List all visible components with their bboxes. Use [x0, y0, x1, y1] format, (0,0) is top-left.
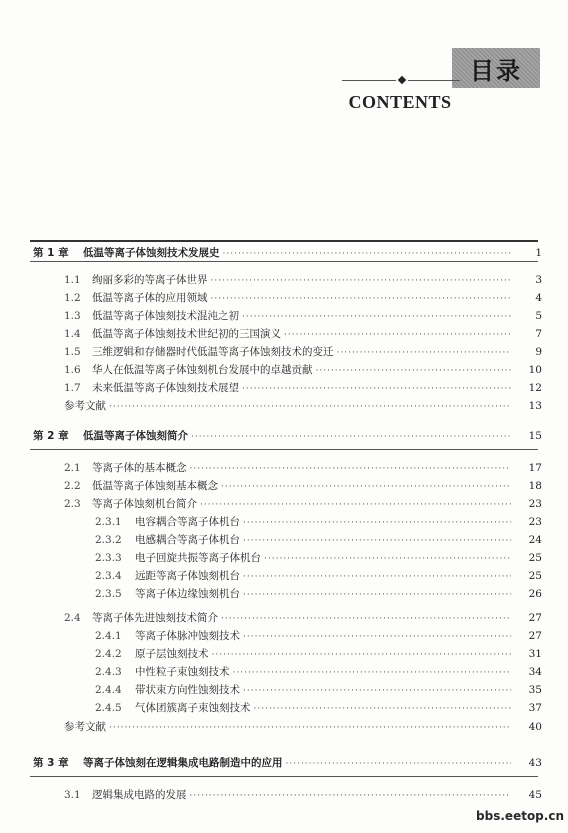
dot-leader [243, 590, 511, 600]
dot-leader [190, 791, 512, 801]
chapter-rule [30, 261, 538, 262]
toc-page-number: 23 [528, 498, 542, 510]
toc-page-number: 35 [528, 684, 542, 696]
toc-entry-title: 参考文献 [64, 400, 106, 412]
dot-leader [316, 366, 512, 376]
toc-entry-title: 绚丽多彩的等离子体世界 [92, 274, 208, 286]
toc-page-number: 17 [528, 462, 542, 474]
toc-entry-title: 低温等离子体蚀刻技术发展史 [83, 247, 220, 259]
chapter-rule [30, 776, 538, 777]
toc-section-row[interactable] [0, 586, 568, 604]
toc-entry-title: 等离子体脉冲蚀刻技术 [135, 630, 240, 642]
title-divider-left [342, 80, 396, 81]
toc-entry-title: 等离子体先进蚀刻技术简介 [92, 612, 218, 624]
toc-entry-number: 2.4.5 [95, 702, 122, 714]
toc-entry-title: 等离子体边缘蚀刻机台 [135, 588, 240, 600]
dot-leader [221, 482, 511, 492]
toc-section-row[interactable] [0, 550, 568, 568]
toc-entry-number: 第 1 章 [33, 247, 69, 259]
toc-entry-title: 中性粒子束蚀刻技术 [135, 666, 230, 678]
toc-section-row[interactable] [0, 272, 568, 290]
toc-entry-number: 2.4.4 [95, 684, 122, 696]
watermark: bbs.eetop.cn [476, 809, 564, 823]
toc-page-number: 4 [535, 292, 542, 304]
toc-page-number: 12 [528, 382, 542, 394]
toc-entry-number: 1.6 [64, 364, 81, 376]
toc-entry-title: 等离子体蚀刻在逻辑集成电路制造中的应用 [83, 757, 283, 769]
toc-entry-number: 2.4.3 [95, 666, 122, 678]
dot-leader [200, 500, 511, 510]
dot-leader [243, 632, 511, 642]
toc-entry-title: 带状束方向性蚀刻技术 [135, 684, 240, 696]
toc-section-row[interactable] [0, 610, 568, 628]
toc-entry-number: 1.3 [64, 310, 81, 322]
toc-page-number: 40 [528, 721, 542, 733]
toc-entry-number: 2.1 [64, 462, 81, 474]
toc-page-number: 15 [528, 430, 542, 442]
toc-section-row[interactable] [0, 496, 568, 514]
toc-section-row[interactable] [0, 308, 568, 326]
toc-entry-number: 1.2 [64, 292, 81, 304]
toc-page-number: 9 [535, 346, 542, 358]
toc-entry-number: 2.3.1 [95, 516, 122, 528]
toc-entry-title: 电子回旋共振等离子体机台 [135, 552, 261, 564]
dot-leader [212, 650, 512, 660]
toc-page-number: 1 [535, 247, 542, 259]
toc-entry-title: 三维逻辑和存储器时代低温等离子体蚀刻技术的变迁 [92, 346, 334, 358]
toc-page-number: 25 [528, 552, 542, 564]
dot-leader [264, 554, 511, 564]
toc-page-number: 7 [535, 328, 542, 340]
toc-section-row[interactable] [0, 362, 568, 380]
dot-leader [286, 759, 512, 769]
toc-entry-title: 低温等离子体的应用领域 [92, 292, 208, 304]
toc-entry-title: 低温等离子体蚀刻技术世纪初的三国演义 [92, 328, 281, 340]
toc-entry-title: 原子层蚀刻技术 [135, 648, 209, 660]
dot-leader [254, 704, 512, 714]
toc-page-number: 43 [528, 757, 542, 769]
toc-chapter-row[interactable] [0, 428, 568, 446]
toc-entry-number: 2.4 [64, 612, 81, 624]
chapter-rule [30, 449, 538, 450]
dot-leader [242, 312, 511, 322]
toc-entry-number: 2.3.5 [95, 588, 122, 600]
dot-leader [223, 249, 512, 259]
toc-entry-title: 电容耦合等离子体机台 [135, 516, 240, 528]
toc-section-row[interactable] [0, 290, 568, 308]
dot-leader [191, 432, 511, 442]
toc-entry-number: 1.5 [64, 346, 81, 358]
toc-page-number: 45 [528, 789, 542, 801]
toc-page-number: 23 [528, 516, 542, 528]
dot-leader [211, 276, 512, 286]
toc-entry-number: 2.3.2 [95, 534, 122, 546]
toc-entry-number: 1.7 [64, 382, 81, 394]
toc-section-row[interactable] [0, 460, 568, 478]
toc-entry-number: 第 2 章 [33, 430, 69, 442]
toc-entry-number: 2.3 [64, 498, 81, 510]
toc-section-row[interactable] [0, 568, 568, 586]
toc-entry-number: 3.1 [64, 789, 81, 801]
toc-entry-title: 等离子体的基本概念 [92, 462, 187, 474]
toc-entry-title: 气体团簇离子束蚀刻技术 [135, 702, 251, 714]
dot-leader [284, 330, 511, 340]
toc-section-row[interactable] [0, 514, 568, 532]
toc-section-row[interactable] [0, 380, 568, 398]
dot-leader [243, 518, 511, 528]
toc-entry-title: 华人在低温等离子体蚀刻机台发展中的卓越贡献 [92, 364, 313, 376]
toc-section-row[interactable] [0, 326, 568, 344]
toc-entry-number: 2.4.2 [95, 648, 122, 660]
toc-page-number: 13 [528, 400, 542, 412]
toc-page-number: 5 [535, 310, 542, 322]
toc-entry-title: 低温等离子体蚀刻技术混沌之初 [92, 310, 239, 322]
dot-leader [337, 348, 512, 358]
toc-section-row[interactable] [0, 664, 568, 682]
toc-section-row[interactable] [0, 787, 568, 805]
toc-section-row[interactable] [0, 344, 568, 362]
toc-entry-title: 等离子体蚀刻机台简介 [92, 498, 197, 510]
toc-references-row[interactable] [0, 719, 568, 737]
toc-chapter-row[interactable] [0, 755, 568, 773]
toc-page-number: 24 [528, 534, 542, 546]
toc-page-number: 34 [528, 666, 542, 678]
toc-references-row[interactable] [0, 398, 568, 416]
dot-leader [233, 668, 512, 678]
toc-page-number: 25 [528, 570, 542, 582]
dot-leader [243, 686, 511, 696]
toc-page-number: 37 [528, 702, 542, 714]
toc-entry-number: 第 3 章 [33, 757, 69, 769]
toc-entry-title: 远距等离子体蚀刻机台 [135, 570, 240, 582]
dot-leader [190, 464, 512, 474]
toc-page-number: 27 [528, 612, 542, 624]
toc-entry-title: 低温等离子体蚀刻基本概念 [92, 480, 218, 492]
toc-title-box [452, 48, 540, 88]
toc-section-row[interactable] [0, 646, 568, 664]
toc-section-row[interactable] [0, 532, 568, 550]
diamond-ornament-icon [398, 76, 406, 84]
toc-entry-number: 2.2 [64, 480, 81, 492]
toc-page-number: 26 [528, 588, 542, 600]
toc-entry-number: 2.3.4 [95, 570, 122, 582]
dot-leader [109, 402, 511, 412]
toc-page-number: 3 [535, 274, 542, 286]
toc-page-number: 27 [528, 630, 542, 642]
toc-top-rule [30, 240, 538, 242]
dot-leader [243, 572, 511, 582]
toc-section-row[interactable] [0, 682, 568, 700]
toc-page-number: 18 [528, 480, 542, 492]
toc-page-number: 10 [528, 364, 542, 376]
toc-section-row[interactable] [0, 628, 568, 646]
dot-leader [109, 723, 511, 733]
toc-entry-number: 2.3.3 [95, 552, 122, 564]
toc-entry-title: 低温等离子体蚀刻简介 [83, 430, 188, 442]
toc-title-cn: 目录 [470, 56, 522, 85]
dot-leader [243, 536, 511, 546]
toc-entry-title: 未来低温等离子体蚀刻技术展望 [92, 382, 239, 394]
toc-entry-number: 1.1 [64, 274, 81, 286]
title-divider-right [408, 80, 460, 81]
toc-page-number: 31 [528, 648, 542, 660]
toc-section-row[interactable] [0, 478, 568, 496]
toc-title-en: CONTENTS [348, 92, 452, 112]
toc-entry-title: 逻辑集成电路的发展 [92, 789, 187, 801]
toc-entry-title: 参考文献 [64, 721, 106, 733]
dot-leader [221, 614, 511, 624]
toc-section-row[interactable] [0, 700, 568, 718]
dot-leader [211, 294, 512, 304]
toc-entry-title: 电感耦合等离子体机台 [135, 534, 240, 546]
dot-leader [242, 384, 511, 394]
toc-entry-number: 1.4 [64, 328, 81, 340]
toc-entry-number: 2.4.1 [95, 630, 122, 642]
